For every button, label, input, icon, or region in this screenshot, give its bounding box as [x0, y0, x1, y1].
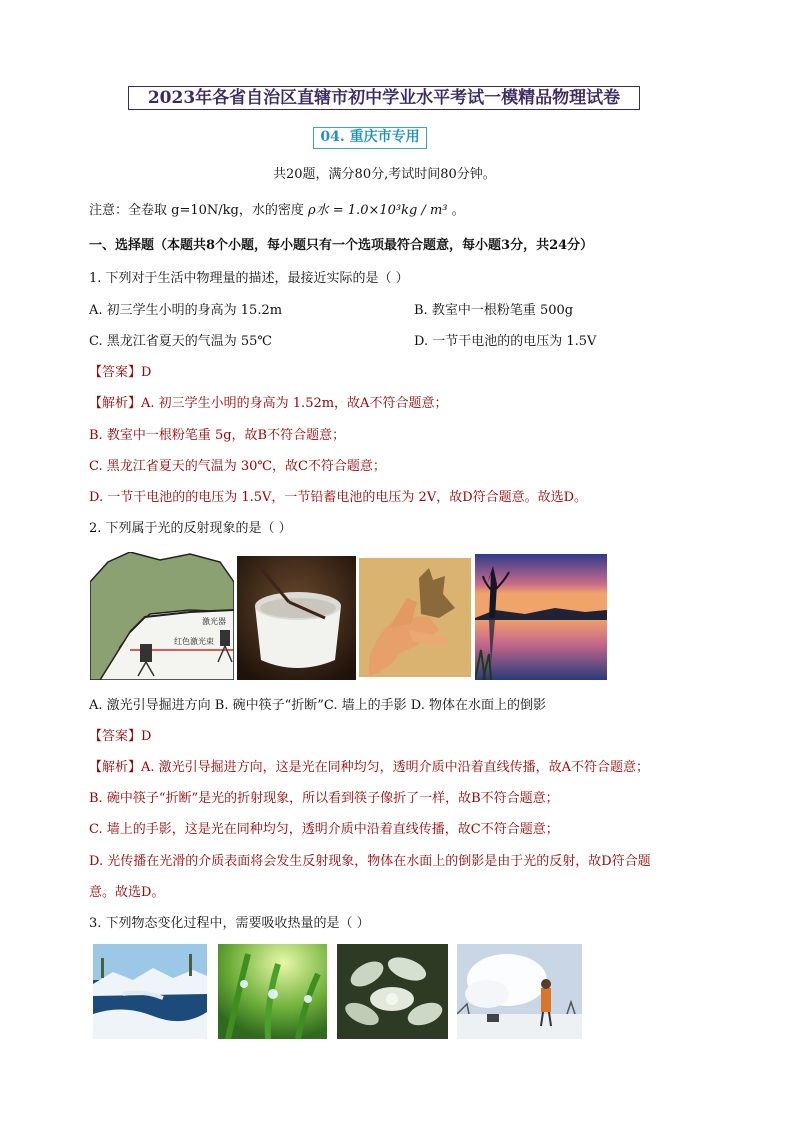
notice-suffix: 。 [451, 203, 465, 218]
q2-analysis-line: D. 光传播在光滑的介质表面将会发生反射现象，物体在水面上的倒影是由于光的反射，故D符合题 [89, 854, 651, 869]
page-title: 2023年各省自治区直辖市初中学业水平考试一模精品物理试卷 [128, 86, 640, 110]
q1-option-d: D. 一节干电池的的电压为 1.5V [414, 334, 597, 349]
q1-analysis-line: 【解析】A. 初三学生小明的身高为 1.52m，故A不符合题意； [89, 396, 448, 411]
q2-stem: 2. 下列属于光的反射现象的是（ ） [89, 521, 292, 536]
q2-image-bowl-chopstick [237, 556, 356, 680]
q2-options: A. 激光引导掘进方向 B. 碗中筷子“折断”C. 墙上的手影 D. 物体在水面上的倒影 [89, 698, 546, 713]
q3-image-dew-grass [218, 944, 327, 1039]
q2-analysis-line: C. 墙上的手影，这是光在同种均匀，透明介质中沿着直线传播，故C不符合题意； [89, 822, 559, 837]
q3-image-snow-spray [457, 944, 582, 1039]
q2-analysis-line: 意。故选D。 [89, 885, 165, 900]
exam-notice [89, 202, 465, 220]
q1-analysis-line: B. 教室中一根粉笔重 5g，故B不符合题意； [89, 428, 346, 443]
q2-analysis-line: 【解析】A. 激光引导掘进方向，这是光在同种均匀，透明介质中沿着直线传播，故A不符合题意； [89, 760, 650, 775]
exam-summary: 共20题，满分80分,考试时间80分钟。 [273, 167, 496, 182]
q2-answer: 【答案】D [89, 729, 152, 744]
notice-prefix: 注意：全卷取 g=10N/kg，水的密度 [89, 203, 304, 218]
q3-image-snowy-river [93, 944, 207, 1039]
q1-answer: 【答案】D [89, 365, 152, 380]
q1-stem: 1. 下列对于生活中物理量的描述，最接近实际的是（ ） [89, 271, 409, 286]
q2-analysis-line: B. 碗中筷子“折断”是光的折射现象，所以看到筷子像折了一样，故B不符合题意； [89, 791, 559, 806]
q1-option-a: A. 初三学生小明的身高为 15.2m [89, 303, 283, 318]
q1-option-c: C. 黑龙江省夏天的气温为 55℃ [89, 334, 272, 349]
q2-image-laser-tunnel [90, 552, 234, 680]
water-density-formula: ρ水 = 1.0×10³kg / m³ [307, 203, 448, 218]
label-laser: 激光器 [202, 617, 226, 626]
q1-analysis-line: D. 一节干电池的的电压为 1.5V，一节铅蓄电池的电压为 2V，故D符合题意。故选D。 [89, 490, 588, 505]
page-subtitle: 04. 重庆市专用 [313, 127, 427, 149]
q1-analysis-line: C. 黑龙江省夏天的气温为 30℃，故C不符合题意； [89, 459, 386, 474]
section-heading: 一、选择题（本题共8个小题，每小题只有一个选项最符合题意，每小题3分，共24分） [89, 238, 594, 253]
q1-option-b: B. 教室中一根粉笔重 500g [414, 303, 574, 318]
q2-image-hand-shadow [359, 558, 471, 677]
q3-image-frost-leaves [337, 944, 448, 1039]
q3-stem: 3. 下列物态变化过程中，需要吸收热量的是（ ） [89, 916, 370, 931]
q2-image-lake-reflection [475, 554, 607, 680]
label-beam: 红色激光束 [174, 637, 214, 646]
